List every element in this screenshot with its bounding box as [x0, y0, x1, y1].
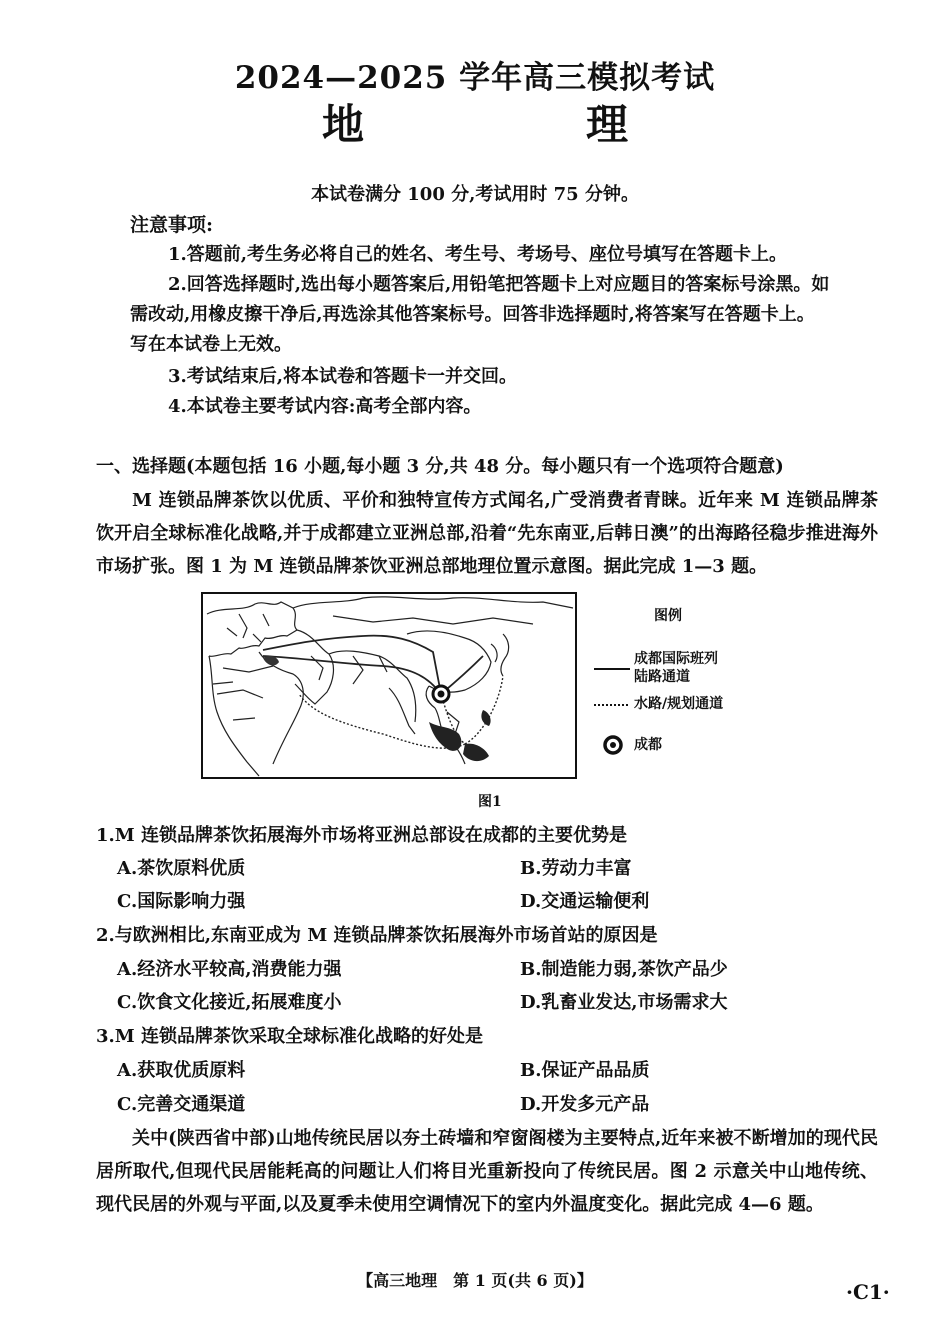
notice-item-4: 4.本试卷主要考试内容:高考全部内容。 — [168, 396, 482, 417]
figure1-caption: 图1 — [478, 794, 502, 810]
exam-title: 2024—2025 学年高三模拟考试 — [234, 60, 716, 96]
legend-rail-label-2: 陆路通道 — [634, 669, 690, 685]
notice-item-1: 1.答题前,考生务必将自己的姓名、考生号、考场号、座位号填写在答题卡上。 — [168, 244, 788, 265]
question-1-option-c: C.国际影响力强 — [117, 891, 246, 912]
map-illustration — [203, 594, 575, 777]
question-3-option-a: A.获取优质原料 — [117, 1060, 246, 1081]
notice-item-2: 2.回答选择题时,选出每小题答案后,用铅笔把答题卡上对应题目的答案标号涂黑。如需改动,用橡皮擦干净后,再选涂其他答案标号。回答非选择题时,将答案写在答题卡上。写在本试卷上无效。 — [130, 274, 830, 355]
question-3-option-d: D.开发多元产品 — [520, 1094, 650, 1115]
subject-title: 地 理 — [321, 100, 718, 149]
figure1-map — [201, 592, 577, 779]
question-2-option-a: A.经济水平较高,消费能力强 — [117, 959, 342, 980]
question-1-stem: 1.M 连锁品牌茶饮拓展海外市场将亚洲总部设在成都的主要优势是 — [96, 825, 627, 846]
notice-heading: 注意事项: — [130, 214, 214, 236]
legend-rail-label-1: 成都国际班列 — [634, 651, 718, 667]
question-1-option-a: A.茶饮原料优质 — [117, 858, 246, 879]
question-3-option-b: B.保证产品品质 — [520, 1060, 650, 1081]
question-1-option-b: B.劳动力丰富 — [520, 858, 632, 879]
question-2-option-d: D.乳畜业发达,市场需求大 — [520, 992, 728, 1013]
legend-water-label: 水路/规划通道 — [634, 696, 724, 712]
question-2-stem: 2.与欧洲相比,东南亚成为 M 连锁品牌茶饮拓展海外市场首站的原因是 — [96, 925, 658, 946]
question-1-option-d: D.交通运输便利 — [520, 891, 650, 912]
legend-rail-line-icon — [594, 666, 630, 672]
question-2-option-c: C.饮食文化接近,拓展难度小 — [117, 992, 342, 1013]
question-2-option-b: B.制造能力弱,茶饮产品少 — [520, 959, 728, 980]
legend-water-line-icon — [594, 702, 630, 708]
score-time-line: 本试卷满分 100 分,考试用时 75 分钟。 — [311, 184, 639, 205]
paper-code: ·C1· — [846, 1280, 890, 1304]
section-heading: 一、选择题(本题包括 16 小题,每小题 3 分,共 48 分。每小题只有一个选项符合题意) — [96, 456, 784, 477]
legend-city-icon — [602, 734, 624, 756]
notice-item-3: 3.考试结束后,将本试卷和答题卡一并交回。 — [168, 366, 518, 387]
section-intro: M 连锁品牌茶饮以优质、平价和独特宣传方式闻名,广受消费者青睐。近年来 M 连锁品牌茶饮开启全球标准化战略,并于成都建立亚洲总部,沿着“先东南亚,后韩日澳”的出海路径稳步推进海外市场扩张。图 1 为 M 连锁品牌茶饮亚洲总部地理位置示意图。据此完成 1—3 题。 — [96, 490, 878, 577]
page-footer: 【高三地理 第 1 页(共 6 页)】 — [357, 1271, 593, 1290]
question-3-option-c: C.完善交通渠道 — [117, 1094, 246, 1115]
passage-2: 关中(陕西省中部)山地传统民居以夯土砖墙和窄窗阁楼为主要特点,近年来被不断增加的现代民居所取代,但现代民居能耗高的问题让人们将目光重新投向了传统民居。图 2 示意关中山地传统、现代民居的外观与平面,以及夏季未使用空调情况下的室内外温度变化。据此完成 4—6 题。 — [96, 1128, 878, 1215]
legend-title: 图例 — [654, 608, 682, 624]
question-3-stem: 3.M 连锁品牌茶饮采取全球标准化战略的好处是 — [96, 1026, 483, 1047]
legend-city-label: 成都 — [634, 737, 662, 753]
